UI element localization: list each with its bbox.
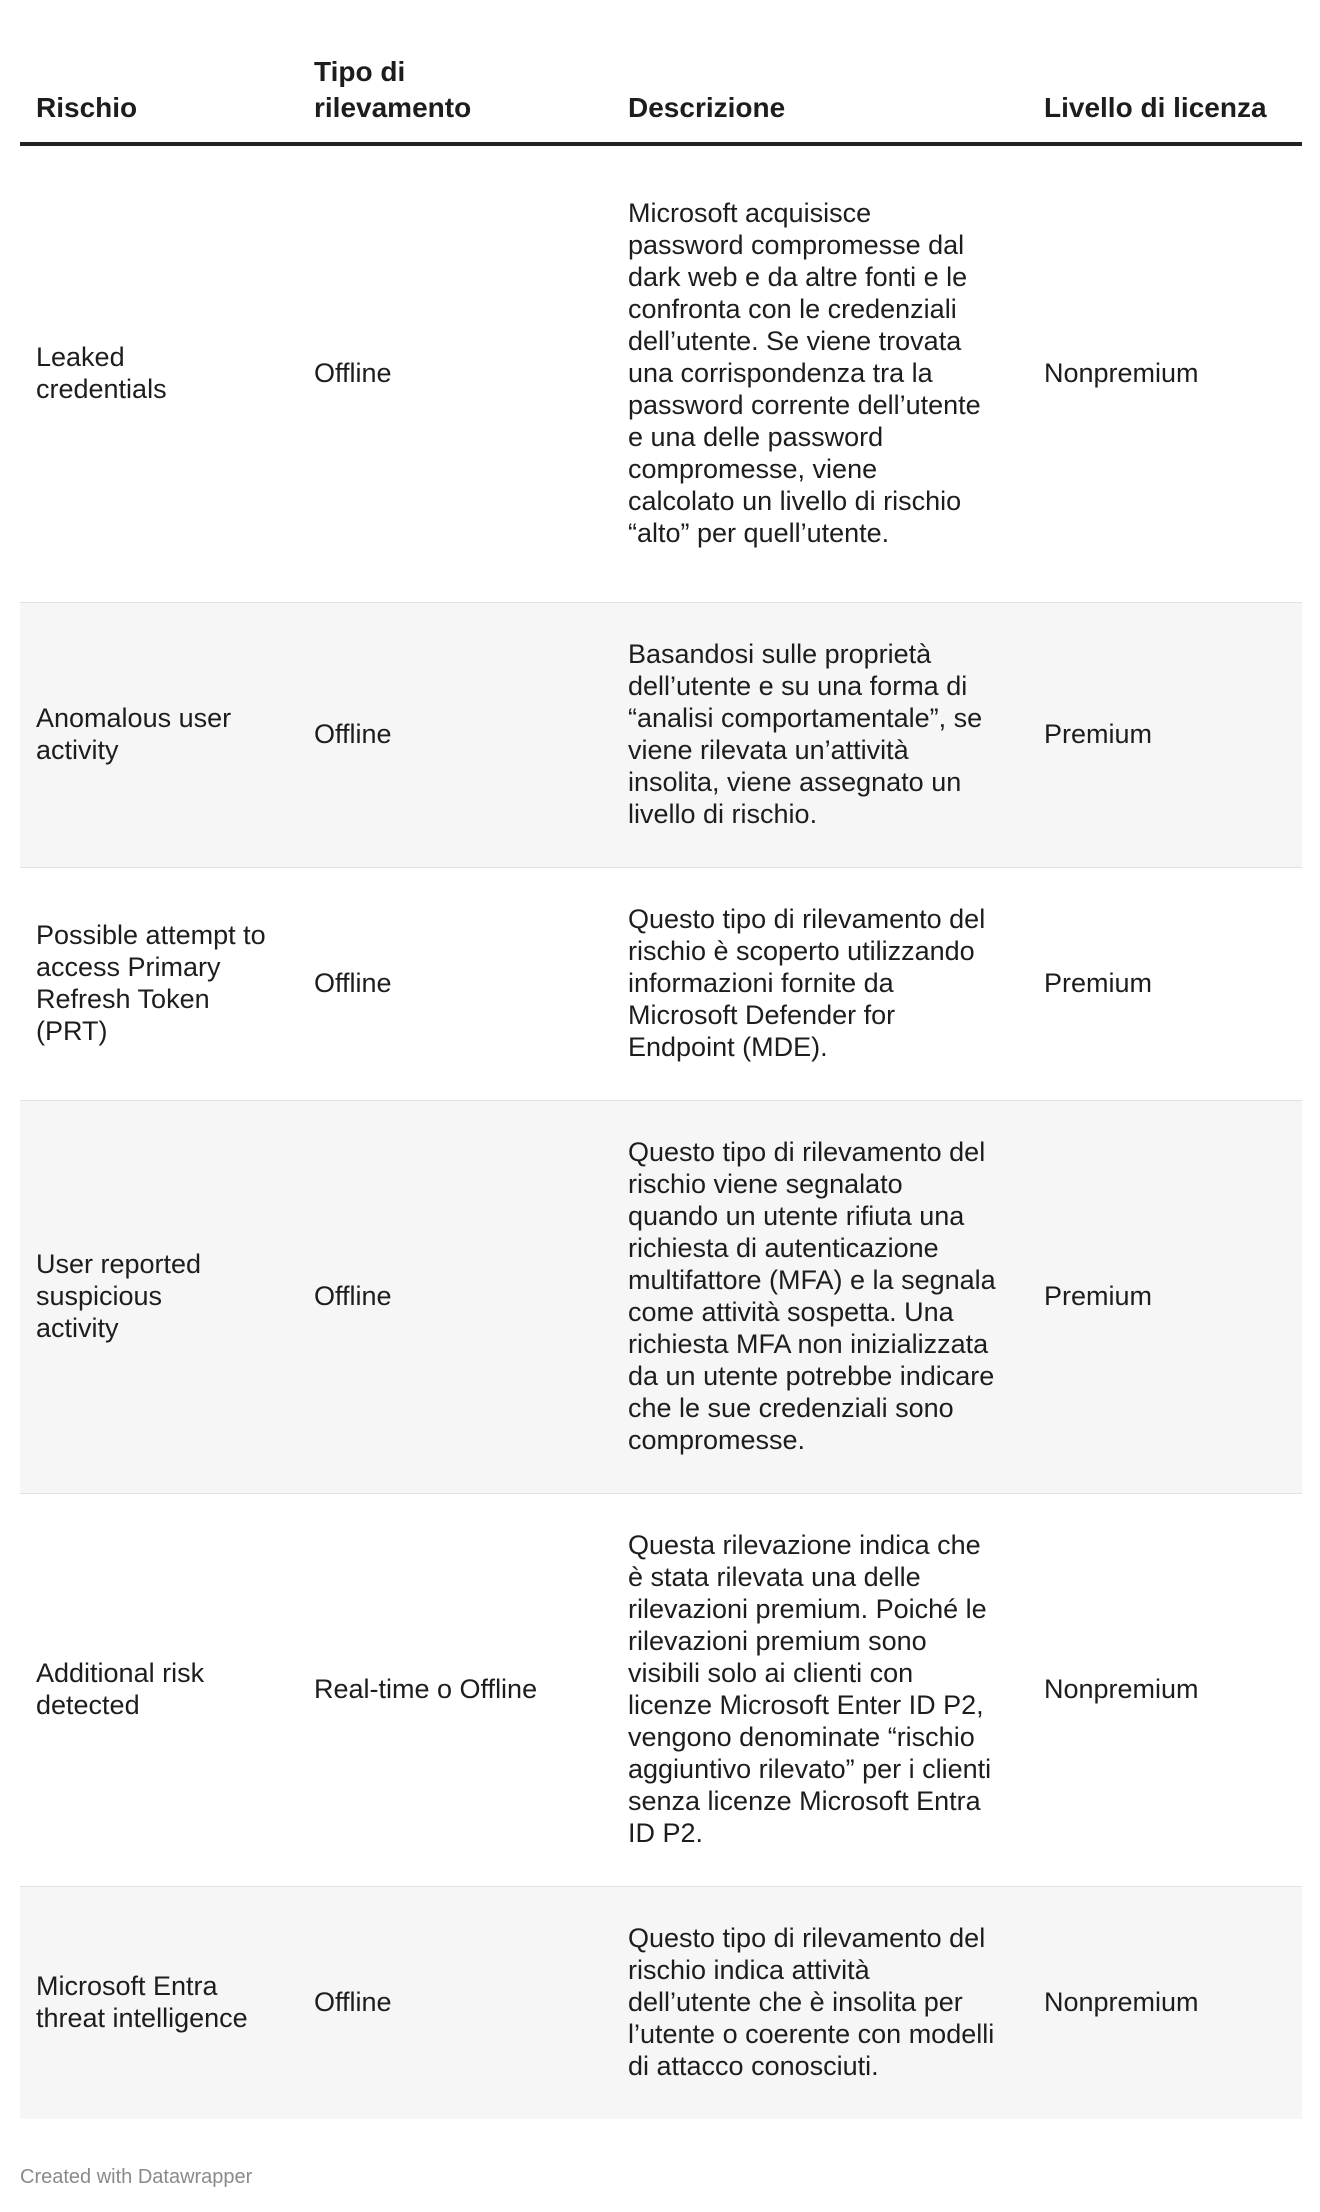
cell-description: Questa rilevazione indica che è stata rilevata una delle rilevazioni premium. Poiché le rilevazioni premium sono visibili solo ai clienti con licenze Microsoft Enter ID P2, vengono denominate “rischio aggiuntivo rilevato” per i clienti senza licenze Microsoft Entra ID P2. bbox=[612, 1493, 1028, 1886]
table-body bbox=[20, 144, 1302, 2119]
table-header bbox=[20, 40, 1302, 144]
header-row bbox=[20, 40, 1302, 144]
header-license-level: Livello di licenza bbox=[1028, 40, 1302, 144]
cell-risk: Anomalous user activity bbox=[20, 602, 298, 867]
cell-detection-type: Offline bbox=[298, 602, 612, 867]
cell-detection-type: Offline bbox=[298, 867, 612, 1100]
header-risk: Rischio bbox=[20, 40, 298, 144]
header-description: Descrizione bbox=[612, 40, 1028, 144]
cell-detection-type: Offline bbox=[298, 1886, 612, 2119]
datawrapper-credit: Created with Datawrapper bbox=[20, 2166, 253, 2188]
cell-description: Basandosi sulle proprietà dell’utente e su una forma di “analisi comportamentale”, se viene rilevata un’attività insolita, viene assegnato un livello di rischio. bbox=[612, 602, 1028, 867]
cell-license-level: Nonpremium bbox=[1028, 144, 1302, 602]
cell-detection-type: Offline bbox=[298, 144, 612, 602]
risk-detection-table bbox=[20, 40, 1302, 2119]
cell-description: Questo tipo di rilevamento del rischio è scoperto utilizzando informazioni fornite da Microsoft Defender for Endpoint (MDE). bbox=[612, 867, 1028, 1100]
cell-detection-type: Real-time o Offline bbox=[298, 1493, 612, 1886]
table-row bbox=[20, 1886, 1302, 2119]
table-row bbox=[20, 602, 1302, 867]
cell-detection-type: Offline bbox=[298, 1100, 612, 1493]
cell-risk: Leaked credentials bbox=[20, 144, 298, 602]
table-row bbox=[20, 1493, 1302, 1886]
cell-description: Questo tipo di rilevamento del rischio viene segnalato quando un utente rifiuta una richiesta di autenticazione multifattore (MFA) e la segnala come attività sospetta. Una richiesta MFA non inizializzata da un utente potrebbe indicare che le sue credenziali sono compromesse. bbox=[612, 1100, 1028, 1493]
cell-risk: Microsoft Entra threat intelligence bbox=[20, 1886, 298, 2119]
header-detection-type: Tipo di rilevamento bbox=[298, 40, 612, 144]
cell-license-level: Premium bbox=[1028, 867, 1302, 1100]
cell-risk: Possible attempt to access Primary Refresh Token (PRT) bbox=[20, 867, 298, 1100]
table-row bbox=[20, 1100, 1302, 1493]
table-row bbox=[20, 144, 1302, 602]
cell-description: Questo tipo di rilevamento del rischio indica attività dell’utente che è insolita per l’utente o coerente con modelli di attacco conosciuti. bbox=[612, 1886, 1028, 2119]
cell-license-level: Premium bbox=[1028, 602, 1302, 867]
cell-risk: Additional risk detected bbox=[20, 1493, 298, 1886]
cell-license-level: Nonpremium bbox=[1028, 1493, 1302, 1886]
cell-license-level: Premium bbox=[1028, 1100, 1302, 1493]
cell-risk: User reported suspicious activity bbox=[20, 1100, 298, 1493]
cell-description: Microsoft acquisisce password compromesse dal dark web e da altre fonti e le confronta con le credenziali dell’utente. Se viene trovata una corrispondenza tra la password corrente dell’utente e una delle password compromesse, viene calcolato un livello di rischio “alto” per quell’utente. bbox=[612, 144, 1028, 602]
table-row bbox=[20, 867, 1302, 1100]
cell-license-level: Nonpremium bbox=[1028, 1886, 1302, 2119]
